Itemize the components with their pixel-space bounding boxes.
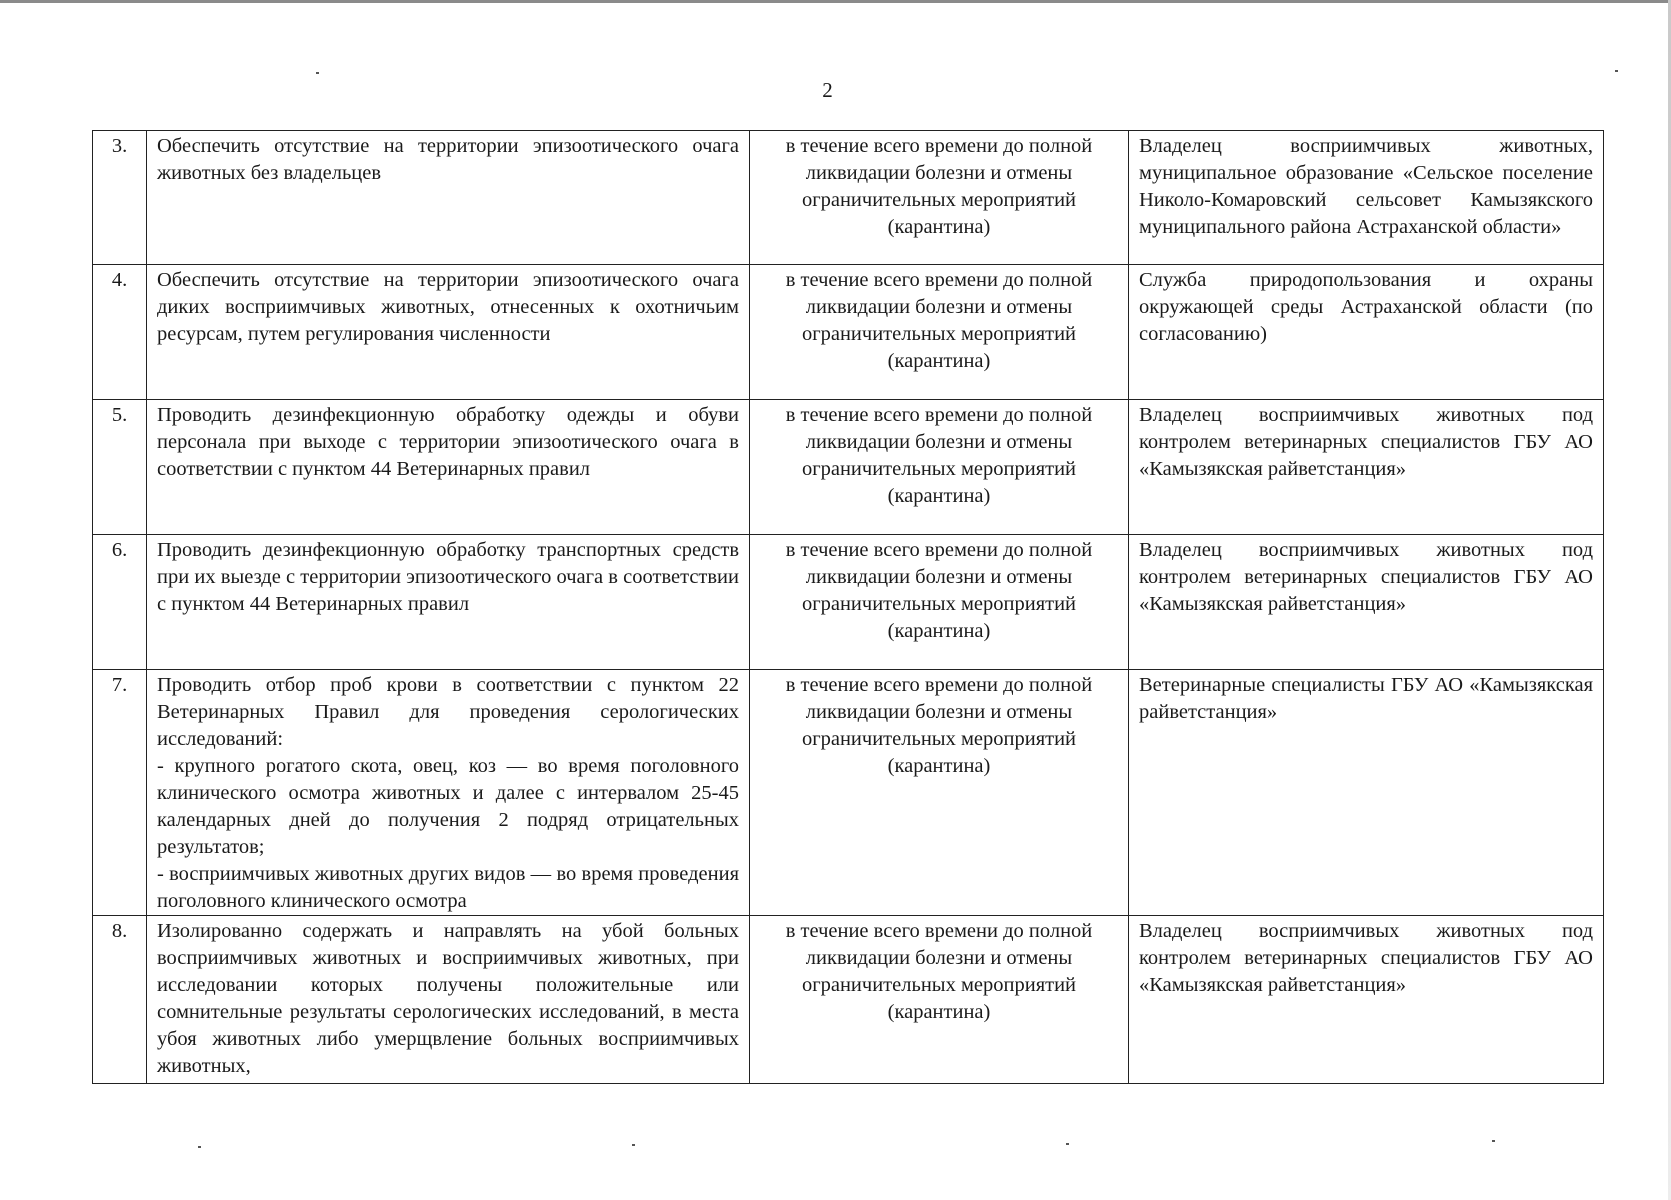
row-responsible: Ветеринарные специалисты ГБУ АО «Камызякская райветстанция» (1129, 670, 1604, 916)
scan-speck (1492, 1140, 1495, 1142)
table-row (93, 916, 1604, 1084)
row-number: 5. (93, 400, 147, 535)
row-action: Проводить дезинфекционную обработку одежды и обуви персонала при выходе с территории эпизоотического очага в соответствии с пунктом 44 Ветеринарных правил (147, 400, 750, 535)
action-paragraph: Проводить отбор проб крови в соответствии с пунктом 22 Ветеринарных Правил для проведения серологических исследований: (157, 674, 739, 750)
table-row (93, 265, 1604, 400)
row-number: 4. (93, 265, 147, 400)
row-term: в течение всего времени до полной ликвидации болезни и отмены ограничительных мероприятий (карантина) (750, 670, 1129, 916)
row-term: в течение всего времени до полной ликвидации болезни и отмены ограничительных мероприятий (карантина) (750, 916, 1129, 1084)
row-number: 3. (93, 131, 147, 265)
row-action: Проводить дезинфекционную обработку транспортных средств при их выезде с территории эпизоотического очага в соответствии с пунктом 44 Ветеринарных правил (147, 535, 750, 670)
table-row (93, 670, 1604, 916)
row-action: Изолированно содержать и направлять на убой больных восприимчивых животных и восприимчивых животных, при исследовании которых получены положительные или сомнительные результаты серологических исследований, в места убоя животных либо умерщвление больных восприимчивых животных, (147, 916, 750, 1084)
row-action: Обеспечить отсутствие на территории эпизоотического очага диких восприимчивых животных, отнесенных к охотничьим ресурсам, путем регулирования численности (147, 265, 750, 400)
scan-speck (1066, 1143, 1069, 1145)
row-term: в течение всего времени до полной ликвидации болезни и отмены ограничительных мероприятий (карантина) (750, 400, 1129, 535)
action-list-item: - восприимчивых животных других видов — во время проведения поголовного клинического осмотра (157, 863, 739, 912)
scan-edge-top (0, 0, 1671, 3)
table-row (93, 131, 1604, 265)
row-responsible: Владелец восприимчивых животных под контролем ветеринарных специалистов ГБУ АО «Камызякская райветстанция» (1129, 535, 1604, 670)
measures-table (92, 130, 1604, 1084)
page-number: 2 (822, 78, 833, 102)
row-action: Обеспечить отсутствие на территории эпизоотического очага животных без владельцев (147, 131, 750, 265)
row-number: 6. (93, 535, 147, 670)
row-number: 8. (93, 916, 147, 1084)
row-number: 7. (93, 670, 147, 916)
row-responsible: Владелец восприимчивых животных под контролем ветеринарных специалистов ГБУ АО «Камызякская райветстанция» (1129, 916, 1604, 1084)
row-term: в течение всего времени до полной ликвидации болезни и отмены ограничительных мероприятий (карантина) (750, 265, 1129, 400)
scan-speck (316, 72, 319, 74)
table-row (93, 400, 1604, 535)
row-term: в течение всего времени до полной ликвидации болезни и отмены ограничительных мероприятий (карантина) (750, 131, 1129, 265)
row-responsible: Владелец восприимчивых животных, муниципальное образование «Сельское поселение Николо-Комаровский сельсовет Камызякского муниципального района Астраханской области» (1129, 131, 1604, 265)
row-responsible: Служба природопользования и охраны окружающей среды Астраханской области (по согласованию) (1129, 265, 1604, 400)
row-responsible: Владелец восприимчивых животных под контролем ветеринарных специалистов ГБУ АО «Камызякская райветстанция» (1129, 400, 1604, 535)
scan-speck (632, 1144, 635, 1146)
table-row (93, 535, 1604, 670)
row-term: в течение всего времени до полной ликвидации болезни и отмены ограничительных мероприятий (карантина) (750, 535, 1129, 670)
scan-speck (198, 1146, 201, 1148)
action-list-item: - крупного рогатого скота, овец, коз — во время поголовного клинического осмотра животных и далее с интервалом 25-45 календарных дней до получения 2 подряд отрицательных результатов; (157, 755, 739, 858)
row-action (147, 670, 750, 916)
scan-speck (1615, 70, 1618, 72)
